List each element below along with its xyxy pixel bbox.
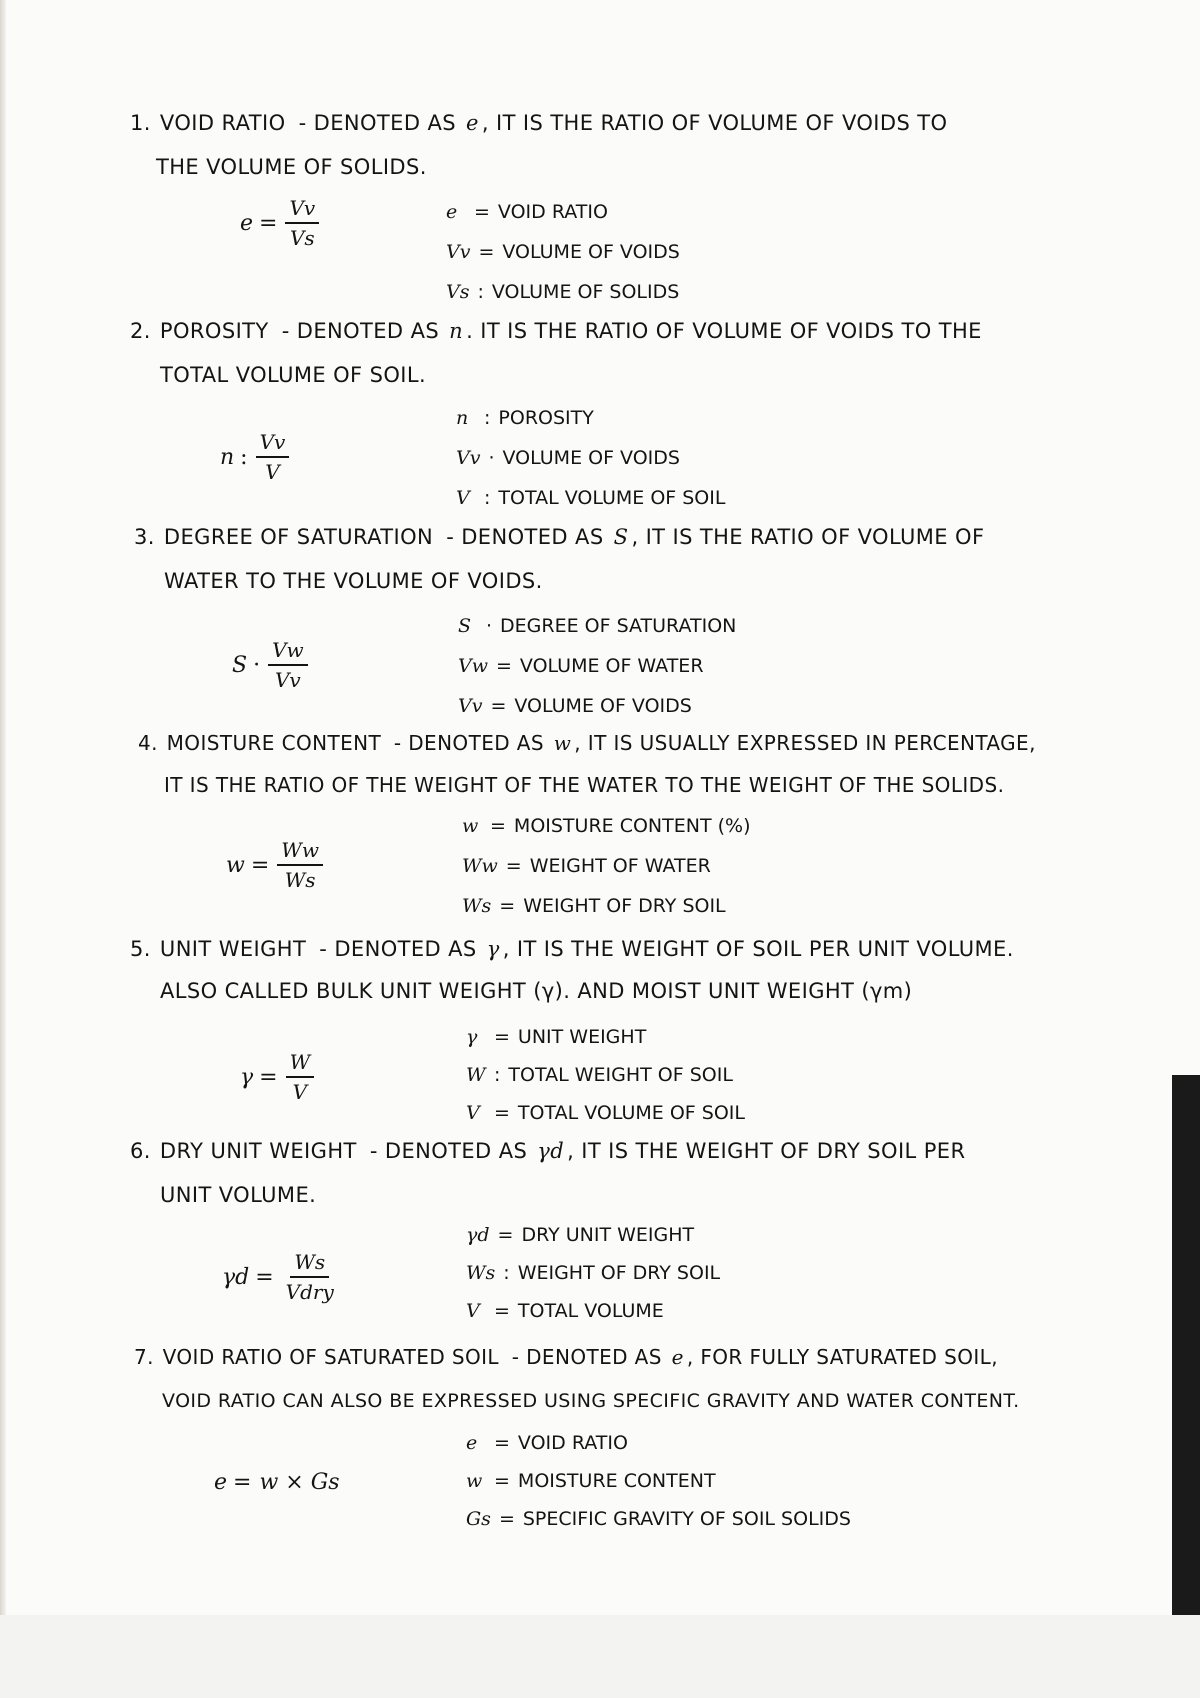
- formula-equals: =: [233, 1470, 252, 1495]
- legend-meaning: MOISTURE CONTENT (%): [513, 815, 751, 837]
- legend-symbol: e: [446, 201, 458, 223]
- legend-equals: :: [477, 281, 484, 303]
- legend-equals: =: [495, 655, 512, 677]
- scan-right-shadow: [1172, 1075, 1200, 1615]
- legend-symbol: n: [456, 407, 469, 429]
- scan-left-edge: [0, 0, 6, 1698]
- section-intro: - DENOTED AS: [393, 731, 544, 755]
- section-symbol: S: [613, 525, 629, 549]
- formula: [240, 1050, 314, 1104]
- section-number: 3.: [134, 525, 155, 549]
- formula-numerator: Vv: [256, 430, 290, 458]
- legend-equals: =: [494, 1470, 510, 1492]
- section-term: VOID RATIO: [159, 111, 286, 135]
- legend-meaning: DRY UNIT WEIGHT: [521, 1224, 695, 1246]
- legend-equals: :: [503, 1262, 510, 1284]
- legend-equals: =: [498, 1508, 515, 1530]
- section-description-line1: , IT IS THE WEIGHT OF DRY SOIL PER: [567, 1139, 966, 1163]
- formula: [226, 838, 323, 892]
- legend-meaning: VOLUME OF VOIDS: [514, 695, 692, 717]
- formula-denominator: Ws: [284, 868, 316, 892]
- formula-numerator: Ww: [277, 838, 323, 866]
- legend-meaning: VOLUME OF WATER: [519, 655, 704, 677]
- legend-row: [466, 1018, 745, 1056]
- legend-equals: =: [490, 815, 506, 837]
- legend-symbol: Vv: [458, 695, 483, 717]
- variable-legend: [446, 192, 680, 312]
- legend-equals: =: [499, 895, 516, 917]
- section-description-line2: WATER TO THE VOLUME OF VOIDS.: [164, 569, 543, 593]
- scan-bottom-margin: [0, 1615, 1200, 1698]
- legend-meaning: VOID RATIO: [497, 201, 608, 223]
- section-term: POROSITY: [159, 319, 269, 343]
- legend-symbol: S: [458, 615, 472, 637]
- formula-equals: =: [259, 210, 278, 236]
- legend-row: [466, 1216, 720, 1254]
- section-description-line2: VOID RATIO CAN ALSO BE EXPRESSED USING SPECIFIC GRAVITY AND WATER CONTENT.: [162, 1390, 1020, 1412]
- formula-numerator: Vw: [268, 638, 308, 666]
- section-term: VOID RATIO OF SATURATED SOIL: [162, 1345, 499, 1369]
- formula-numerator: Vv: [285, 196, 319, 224]
- section-symbol: γd: [537, 1139, 565, 1163]
- legend-row: [466, 1424, 851, 1462]
- legend-equals: =: [474, 201, 490, 223]
- legend-row: [466, 1056, 745, 1094]
- section-term: UNIT WEIGHT: [159, 937, 307, 961]
- legend-row: [446, 272, 680, 312]
- variable-legend: [466, 1018, 745, 1132]
- legend-equals: =: [497, 1224, 514, 1246]
- formula-denominator: Vv: [274, 668, 301, 692]
- variable-legend: [466, 1424, 851, 1538]
- legend-row: [466, 1094, 745, 1132]
- legend-equals: =: [494, 1300, 510, 1322]
- formula-equals: =: [255, 1264, 274, 1290]
- legend-equals: ·: [488, 447, 495, 469]
- formula-lhs: w: [226, 852, 245, 878]
- section-heading: [134, 1336, 998, 1378]
- section-symbol: n: [449, 319, 464, 343]
- legend-symbol: Ws: [462, 895, 492, 917]
- legend-row: [466, 1500, 851, 1538]
- legend-meaning: TOTAL VOLUME: [517, 1300, 664, 1322]
- formula-denominator: V: [292, 1080, 308, 1104]
- legend-meaning: POROSITY: [498, 407, 594, 429]
- section-symbol: w: [553, 731, 572, 755]
- legend-row: [466, 1254, 720, 1292]
- legend-symbol: Ww: [462, 855, 498, 877]
- legend-symbol: V: [466, 1102, 480, 1124]
- section-intro: - DENOTED AS: [281, 319, 440, 343]
- section-number: 2.: [130, 319, 151, 343]
- legend-row: [462, 846, 750, 886]
- legend-meaning: MOISTURE CONTENT: [517, 1470, 716, 1492]
- legend-symbol: Vw: [458, 655, 488, 677]
- legend-row: [458, 606, 736, 646]
- legend-equals: =: [494, 1102, 510, 1124]
- legend-meaning: SPECIFIC GRAVITY OF SOIL SOLIDS: [522, 1508, 851, 1530]
- section-symbol: γ: [486, 937, 500, 961]
- legend-row: [458, 686, 736, 726]
- formula-fraction: [282, 1250, 338, 1304]
- section-intro: - DENOTED AS: [369, 1139, 528, 1163]
- formula-denominator: Vs: [289, 226, 315, 250]
- formula-equals: =: [250, 852, 270, 878]
- formula-denominator: V: [265, 460, 280, 484]
- legend-row: [446, 192, 680, 232]
- legend-row: [466, 1292, 720, 1330]
- legend-row: [456, 478, 725, 518]
- section-description-line1: , IT IS THE WEIGHT OF SOIL PER UNIT VOLUME.: [502, 937, 1014, 961]
- legend-symbol: Gs: [466, 1508, 491, 1530]
- legend-meaning: DEGREE OF SATURATION: [500, 615, 737, 637]
- legend-row: [456, 398, 725, 438]
- formula-numerator: W: [286, 1050, 315, 1078]
- section-description-line2: ALSO CALLED BULK UNIT WEIGHT (γ). AND MOIST UNIT WEIGHT (γm): [160, 979, 913, 1003]
- legend-symbol: w: [462, 815, 479, 837]
- formula-fraction: [285, 196, 319, 250]
- formula-equals: :: [240, 444, 248, 470]
- legend-symbol: e: [466, 1432, 478, 1454]
- section-intro: - DENOTED AS: [298, 111, 456, 135]
- section-description-line1: , IT IS THE RATIO OF VOLUME OF VOIDS TO: [481, 111, 948, 135]
- legend-row: [466, 1462, 851, 1500]
- formula-fraction: [277, 838, 323, 892]
- formula-lhs: S: [232, 652, 248, 678]
- legend-equals: :: [484, 487, 491, 509]
- legend-meaning: VOLUME OF VOIDS: [502, 447, 680, 469]
- formula-lhs: γd: [222, 1264, 250, 1290]
- section-symbol: e: [466, 111, 479, 135]
- legend-symbol: V: [466, 1300, 480, 1322]
- section-description-line2: UNIT VOLUME.: [160, 1183, 317, 1207]
- section-heading: [130, 928, 1014, 970]
- section-description-line2: IT IS THE RATIO OF THE WEIGHT OF THE WATER TO THE WEIGHT OF THE SOLIDS.: [164, 773, 1005, 797]
- variable-legend: [458, 606, 736, 726]
- section-heading: [130, 1130, 965, 1172]
- section-description-line1: , FOR FULLY SATURATED SOIL,: [686, 1345, 998, 1369]
- section-intro: - DENOTED AS: [319, 937, 477, 961]
- section-heading: [130, 310, 982, 352]
- legend-row: [462, 886, 750, 926]
- formula-fraction: [256, 430, 290, 484]
- legend-meaning: VOID RATIO: [517, 1432, 628, 1454]
- section-intro: - DENOTED AS: [446, 525, 604, 549]
- formula-equals: =: [259, 1064, 278, 1090]
- legend-meaning: UNIT WEIGHT: [517, 1026, 647, 1048]
- variable-legend: [456, 398, 725, 518]
- section-number: 1.: [130, 111, 151, 135]
- legend-meaning: WEIGHT OF DRY SOIL: [523, 895, 726, 917]
- section-number: 7.: [134, 1345, 154, 1369]
- legend-symbol: Ws: [466, 1262, 496, 1284]
- legend-meaning: TOTAL VOLUME OF SOIL: [517, 1102, 745, 1124]
- section-description-line1: , IT IS USUALLY EXPRESSED IN PERCENTAGE,: [574, 731, 1036, 755]
- legend-meaning: VOLUME OF VOIDS: [502, 241, 680, 263]
- section-term: DEGREE OF SATURATION: [163, 525, 434, 549]
- section-description-line2: TOTAL VOLUME OF SOIL.: [160, 363, 427, 387]
- formula: [214, 1470, 340, 1495]
- formula-expression: w × Gs: [259, 1470, 340, 1495]
- formula-denominator: Vdry: [285, 1280, 334, 1304]
- legend-symbol: γ: [466, 1026, 478, 1048]
- legend-meaning: TOTAL VOLUME OF SOIL: [498, 487, 726, 509]
- section-intro: - DENOTED AS: [511, 1345, 662, 1369]
- section-heading: [134, 516, 984, 558]
- legend-row: [456, 438, 725, 478]
- section-number: 6.: [130, 1139, 151, 1163]
- formula: [232, 638, 308, 692]
- formula-lhs: e: [214, 1470, 228, 1495]
- legend-row: [462, 806, 750, 846]
- formula-fraction: [268, 638, 308, 692]
- legend-equals: :: [494, 1064, 501, 1086]
- legend-meaning: VOLUME OF SOLIDS: [491, 281, 680, 303]
- section-heading: [138, 722, 1036, 764]
- legend-symbol: Vv: [446, 241, 471, 263]
- legend-equals: =: [490, 695, 507, 717]
- legend-symbol: V: [456, 487, 470, 509]
- legend-equals: ·: [486, 615, 493, 637]
- legend-meaning: TOTAL WEIGHT OF SOIL: [508, 1064, 733, 1086]
- formula-lhs: n: [220, 444, 235, 470]
- section-description-line2: THE VOLUME OF SOLIDS.: [156, 155, 427, 179]
- legend-equals: :: [484, 407, 491, 429]
- variable-legend: [466, 1216, 720, 1330]
- section-term: MOISTURE CONTENT: [166, 731, 382, 755]
- formula-fraction: [286, 1050, 315, 1104]
- legend-equals: =: [494, 1432, 510, 1454]
- legend-symbol: W: [466, 1064, 486, 1086]
- legend-symbol: γd: [466, 1224, 490, 1246]
- section-term: DRY UNIT WEIGHT: [159, 1139, 357, 1163]
- formula: [220, 430, 289, 484]
- formula-equals: ·: [253, 652, 261, 678]
- legend-row: [446, 232, 680, 272]
- legend-equals: =: [478, 241, 495, 263]
- section-symbol: e: [671, 1345, 684, 1369]
- legend-meaning: WEIGHT OF DRY SOIL: [517, 1262, 721, 1284]
- section-heading: [130, 102, 947, 144]
- legend-symbol: Vs: [446, 281, 470, 303]
- legend-symbol: w: [466, 1470, 483, 1492]
- formula: [222, 1250, 338, 1304]
- formula-numerator: Ws: [290, 1250, 329, 1278]
- section-number: 4.: [138, 731, 158, 755]
- legend-symbol: Vv: [456, 447, 481, 469]
- section-number: 5.: [130, 937, 151, 961]
- legend-equals: =: [494, 1026, 510, 1048]
- formula-lhs: γ: [240, 1064, 254, 1090]
- legend-row: [458, 646, 736, 686]
- legend-meaning: WEIGHT OF WATER: [529, 855, 711, 877]
- section-description-line1: . IT IS THE RATIO OF VOLUME OF VOIDS TO THE: [466, 319, 982, 343]
- legend-equals: =: [505, 855, 522, 877]
- variable-legend: [462, 806, 750, 926]
- section-description-line1: , IT IS THE RATIO OF VOLUME OF: [631, 525, 985, 549]
- formula: [240, 196, 319, 250]
- formula-lhs: e: [240, 210, 254, 236]
